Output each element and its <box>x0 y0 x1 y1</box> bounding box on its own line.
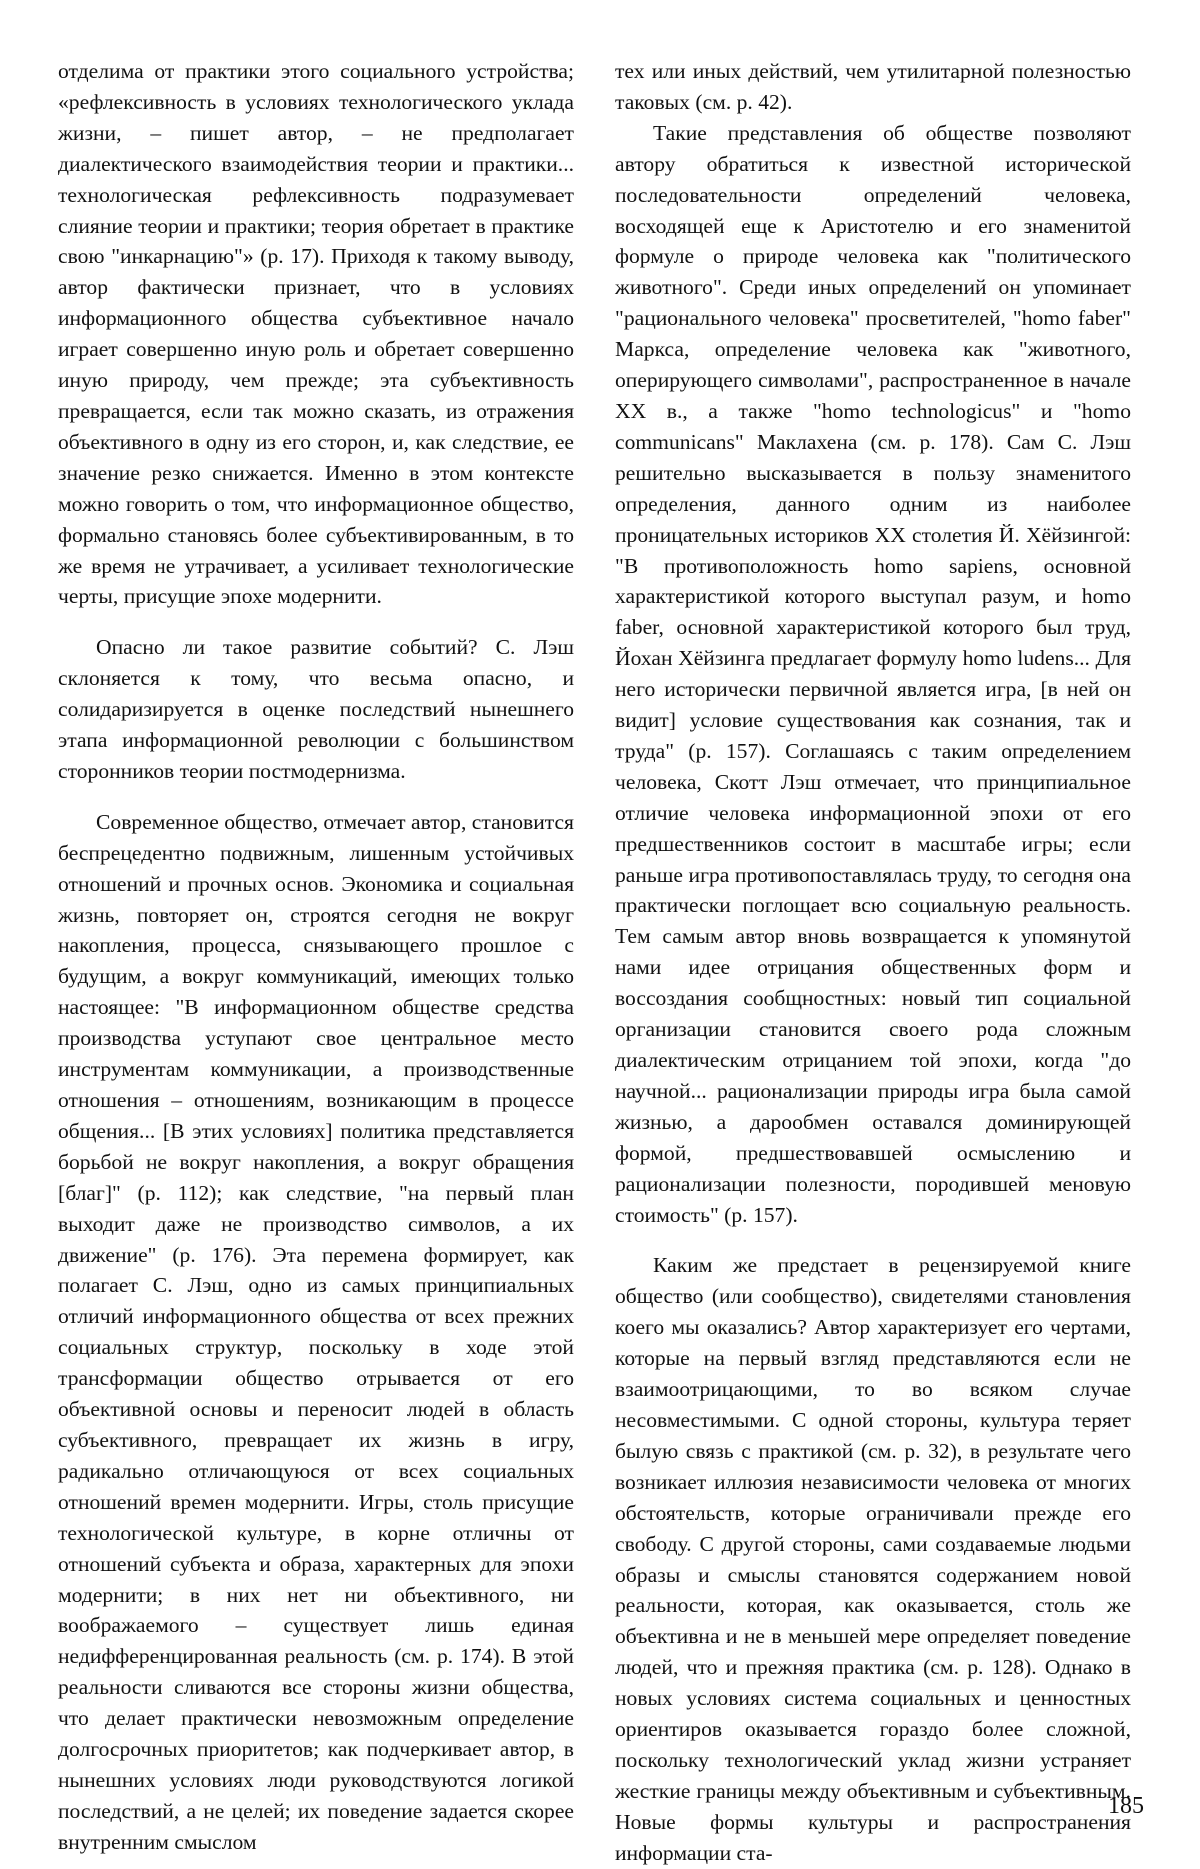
paragraph: Каким же предстает в рецензируемой книге общество (или сообщество), свидетелями становления коего мы оказались? Автор характеризует его чертами, которые на первый взгляд представляются если не взаимоотрицающими, то во всяком случае несовместимыми. С одной стороны, культура теряет былую связь с практикой (см. p. 32), в результате чего возникает иллюзия независимости человека от многих обстоятельств, которые ограничивали прежде его свободу. С другой стороны, сами создаваемые людьми образы и смыслы становятся содержанием новой реальности, которая, как оказывается, столь же объективна и не в меньшей мере определяет поведение людей, что и прежняя практика (см. p. 128). Однако в новых условиях система социальных и ценностных ориентиров оказывается гораздо более сложной, поскольку технологический уклад жизни устраняет жесткие границы между объективным и субъективным. Новые формы культуры и распространения информации ста- <box>615 1253 1131 1865</box>
page-number: 185 <box>1108 1793 1144 1819</box>
paragraph: отделима от практики этого социального устройства; «рефлексивность в условиях технологического уклада жизни, – пишет автор, – не предполагает диалектического взаимодействия теории и практики... технологическая рефлексивность подразумевает слияние теории и практики; теория обретает в практике свою "инкарнацию"» (p. 17). Приходя к такому выводу, автор фактически признает, что в условиях информационного общества субъективное начало играет совершенно иную роль и обретает совершенно иную природу, чем прежде; эта субъективность превращается, если так можно сказать, из отражения объективного в одну из его сторон, и, как следствие, ее значение резко снижается. Именно в этом контексте можно говорить о том, что информационное общество, формально становясь более субъективированным, в то же время не утрачивает, а усиливает технологические черты, присущие эпохе модернити. <box>58 59 574 609</box>
paragraph: Опасно ли такое развитие событий? С. Лэш склоняется к тому, что весьма опасно, и солидаризируется в оценке последствий нынешнего этапа информационной революции с большинством сторонников теории постмодернизма. <box>58 635 574 783</box>
paragraph: тех или иных действий, чем утилитарной полезностью таковых (см. p. 42). <box>615 59 1131 114</box>
paragraph: Современное общество, отмечает автор, становится беспрецедентно подвижным, лишенным устойчивых отношений и прочных основ. Экономика и социальная жизнь, повторяет он, строятся сегодня не вокруг накопления, процесса, снязывающего прошлое с будущим, а вокруг коммуникаций, имеющих только настоящее: "В информационном обществе средства производства уступают свое центральное место инструментам коммуникации, а производственные отношения – отношениям, возникающим в процессе общения... [В этих условиях] политика представляется борьбой не вокруг накопления, а вокруг обращения [благ]" (p. 112); как следствие, "на первый план выходит даже не производство символов, а их движение" (p. 176). Эта перемена формирует, как полагает С. Лэш, одно из самых принципиальных отличий информационного общества от всех прежних социальных структур, поскольку в ходе этой трансформации общество отрывается от его объективной основы и переносит людей в область субъективного, превращает их жизнь в игру, радикально отличающуюся от всех социальных отношений времен модернити. Игры, столь присущие технологической культуре, в корне отличны от отношений субъекта и образа, характерных для эпохи модернити; в них нет ни объективного, ни воображаемого – существует лишь единая недифференцированная реальность (см. p. 174). В этой реальности сливаются все стороны жизни общества, что делает практически невозможным определение долгосрочных приоритетов; как подчеркивает автор, в нынешних условиях люди руководствуются логикой последствий, а не целей; их поведение задается скорее внутренним смыслом <box>58 809 574 1854</box>
left-text-column <box>58 56 574 1858</box>
paragraph: Такие представления об обществе позволяют автору обратиться к известной исторической последовательности определений человека, восходящей еще к Аристотелю и его знаменитой формуле о природе человека как "политического животного". Среди иных определений он упоминает "рационального человека" просветителей, "homo faber" Маркса, определение человека как "животного, оперирующего символами", распространенное в начале XX в., а также "homo technologicus" и "homo communicans" Маклахена (см. p. 178). Сам С. Лэш решительно высказывается в пользу знаменитого определения, данного одним из наиболее проницательных историков XX столетия Й. Хёйзингой: "В противоположность homo sapiens, основной характеристикой которого выступал разум, и homo faber, основной характеристикой которого был труд, Йохан Хёйзинга предлагает формулу homo ludens... Для него исторически первичной является игра, [в ней он видит] условие существования как сознания, так и труда" (p. 157). Соглашаясь с таким определением человека, Скотт Лэш отмечает, что принципиальное отличие человека информационной эпохи от его предшественников состоит в масштабе игры; если раньше игра противопоставлялась труду, то сегодня она практически поглощает всю социальную реальность. Тем самым автор вновь возвращается к упомянутой нами идее отрицания общественных форм и воссоздания сообщностных: новый тип социальной организации становится своего рода сложным диалектическим отрицанием той эпохи, когда "до научной... рационализации природы игра была самой жизнью, а дарообмен оставался доминирующей формой, предшествовавшей осмыслению и рационализации полезности, породившей меновую стоимость" (p. 157). <box>615 120 1131 1227</box>
right-text-column <box>615 56 1131 1869</box>
